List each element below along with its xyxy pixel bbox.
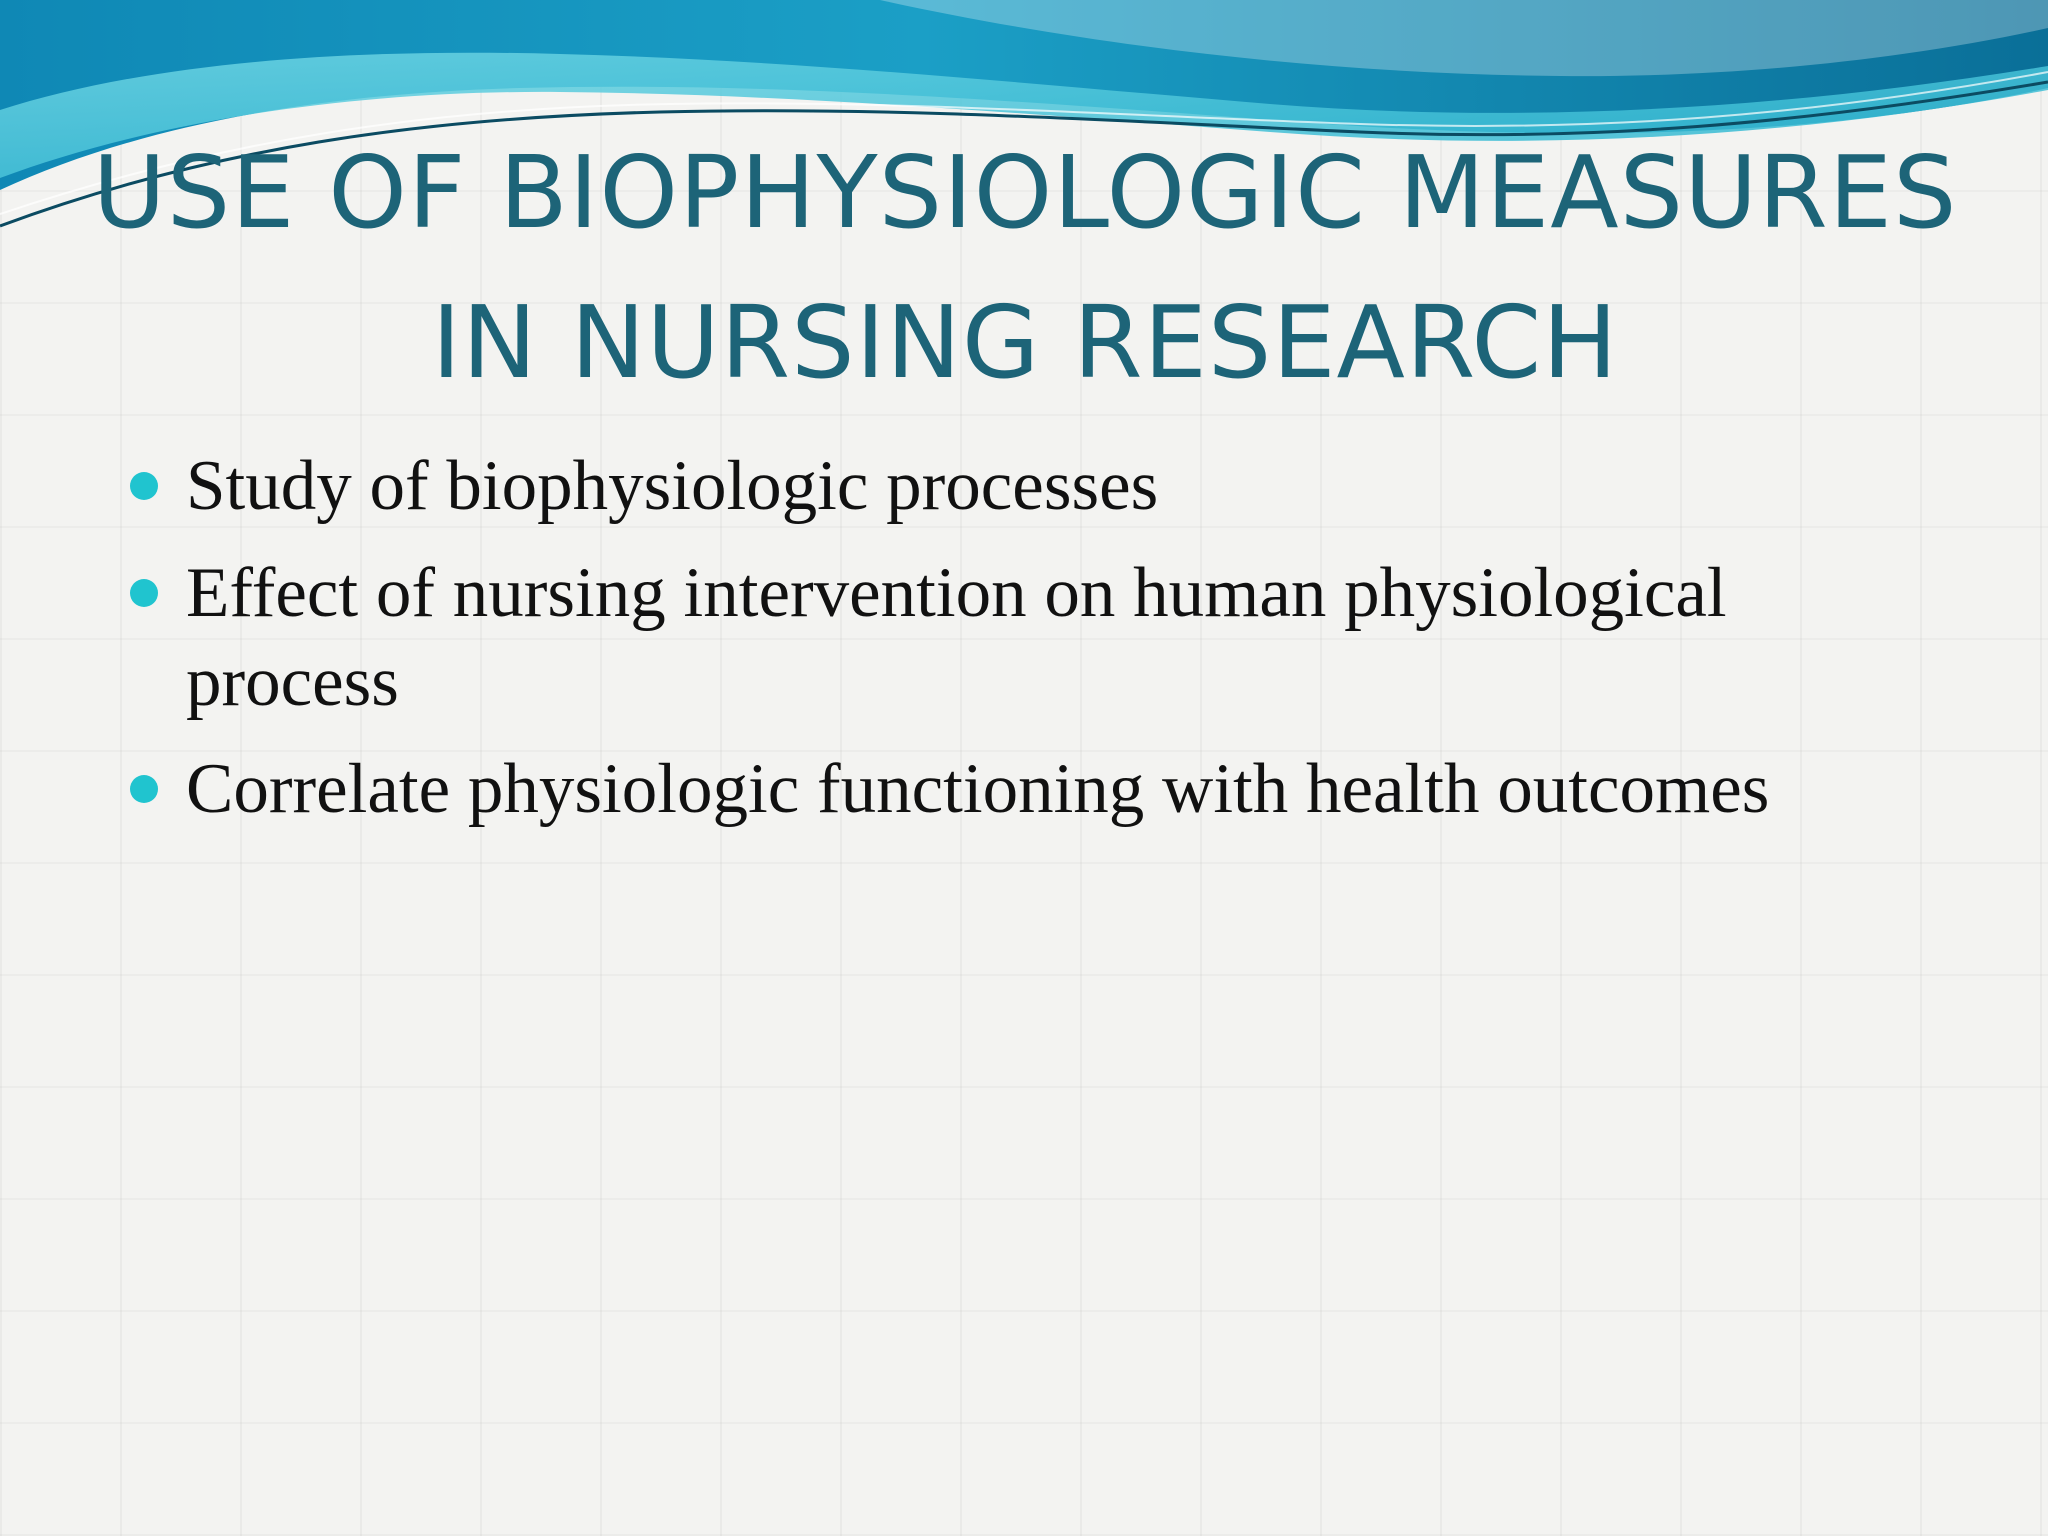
bullet-text: Correlate physiologic functioning with health outcomes: [186, 750, 1770, 828]
bullet-item: [124, 549, 1904, 727]
bullet-item: [124, 442, 1904, 531]
bullet-dot-icon: [130, 775, 158, 803]
slide-title: USE OF BIOPHYSIOLOGIC MEASURES IN NURSING RESEARCH: [92, 134, 1958, 401]
bullet-dot-icon: [130, 579, 158, 607]
bullet-text: Study of biophysiologic processes: [186, 447, 1159, 525]
bullet-text: Effect of nursing intervention on human physiological process: [186, 554, 1727, 721]
bullet-item: [124, 745, 1904, 834]
bullet-list: [124, 442, 1904, 852]
bullet-dot-icon: [130, 472, 158, 500]
